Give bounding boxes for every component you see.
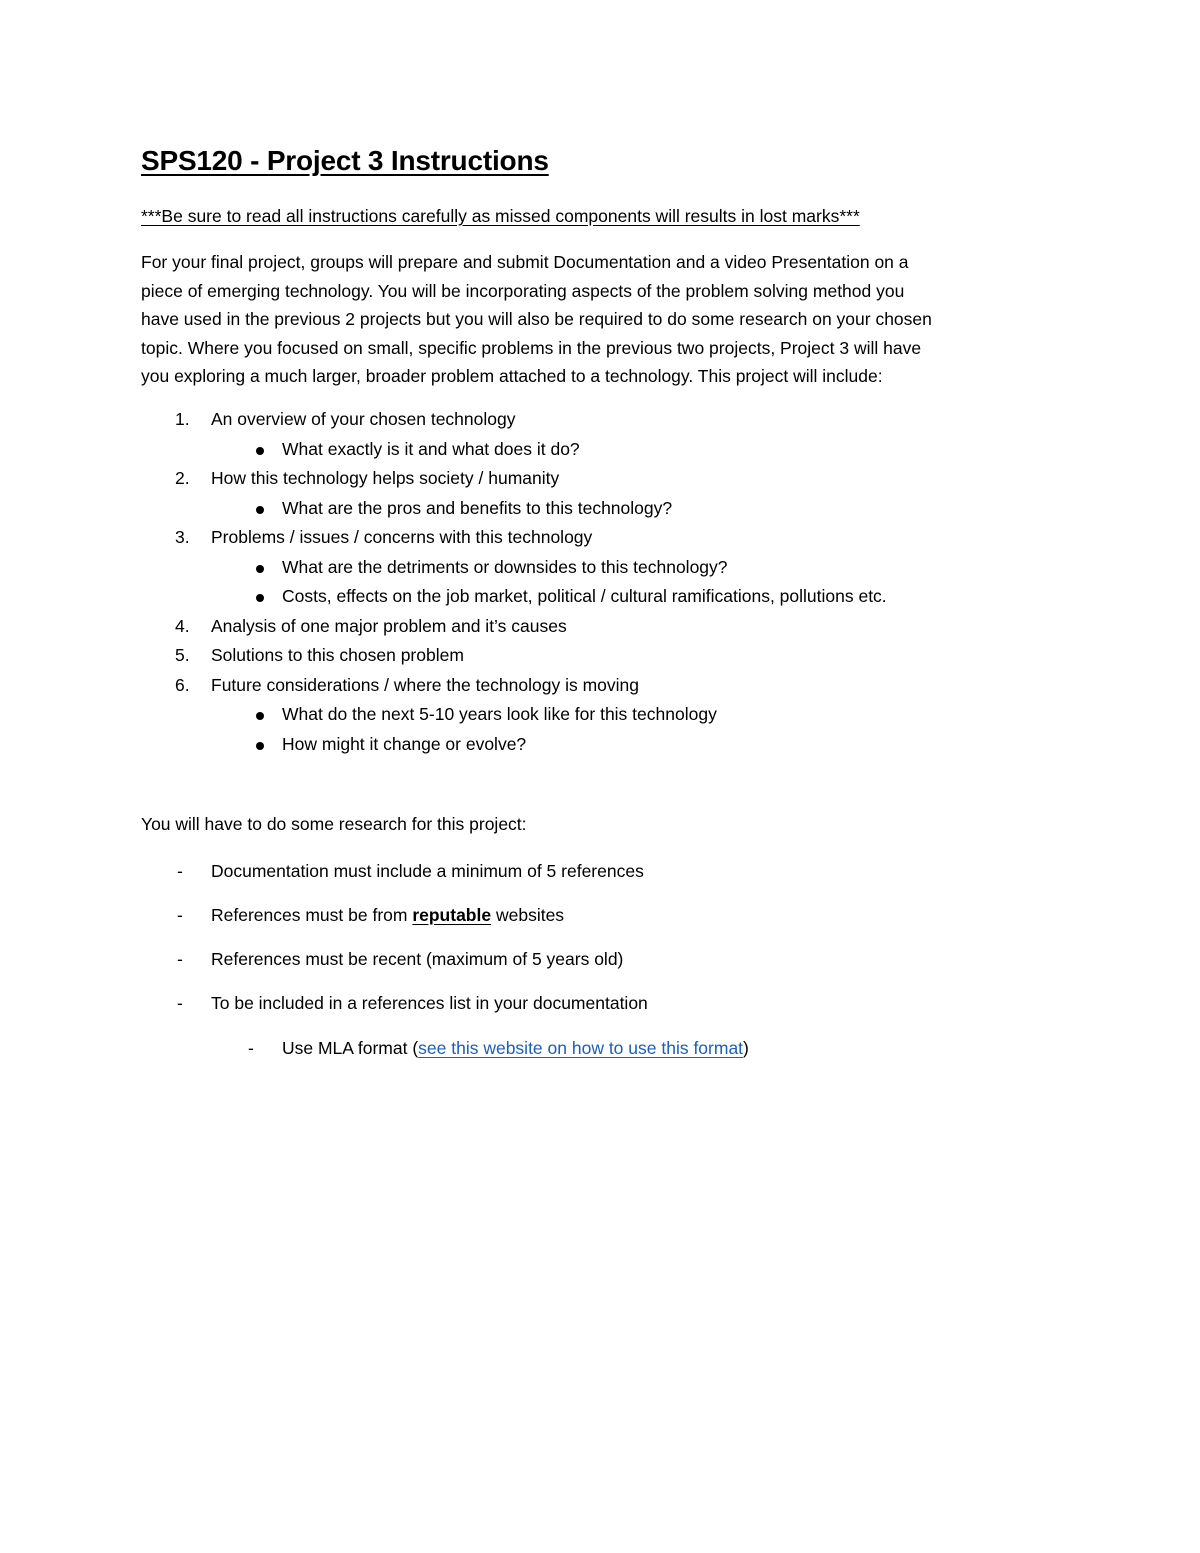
bullet-icon [256, 447, 264, 455]
component-number: 4. [175, 615, 190, 636]
intro-line: For your final project, groups will prepare and submit Documentation and a video Presentation on a [141, 252, 909, 272]
component-number: 5. [175, 645, 190, 665]
bullet-icon [256, 742, 264, 750]
subpoint-text: What do the next 5-10 years look like for this technology [282, 704, 717, 724]
page-title: SPS120 - Project 3 Instructions [141, 145, 549, 176]
component-text: Solutions to this chosen problem [211, 645, 464, 665]
research-intro: You will have to do some research for this project: [141, 814, 527, 834]
reputable-emphasis: reputable [412, 905, 492, 925]
dash-marker: - [177, 861, 183, 881]
requirement-text [211, 903, 564, 927]
dash-marker: - [248, 1038, 254, 1058]
component-text: Analysis of one major problem and it’s causes [211, 615, 567, 636]
bullet-icon [256, 712, 264, 720]
intro-line: you exploring a much larger, broader problem attached to a technology. This project will include: [141, 366, 883, 386]
dash-marker: - [177, 949, 183, 969]
component-text: Future considerations / where the technology is moving [211, 674, 640, 695]
mla-guide-link[interactable]: see this website on how to use this format [418, 1038, 744, 1058]
subpoint-text: What are the detriments or downsides to this technology? [282, 556, 728, 577]
mla-text-part: ) [743, 1038, 749, 1058]
requirement-text-part: websites [491, 905, 565, 925]
dash-marker: - [177, 905, 183, 925]
intro-line: topic. Where you focused on small, specific problems in the previous two projects, Project 3 will have [141, 337, 922, 358]
bullet-icon [256, 594, 264, 602]
intro-paragraph [141, 248, 1061, 391]
component-number: 1. [175, 409, 190, 429]
intro-line: piece of emerging technology. You will be incorporating aspects of the problem solving method you [141, 280, 905, 301]
warning-note: ***Be sure to read all instructions carefully as missed components will results in lost marks*** [141, 206, 860, 226]
subpoint-text: Costs, effects on the job market, political / cultural ramifications, pollutions etc. [282, 586, 887, 606]
component-number: 2. [175, 468, 190, 488]
bullet-icon [256, 506, 264, 514]
mla-format-text [282, 1036, 749, 1060]
component-text: How this technology helps society / humanity [211, 468, 560, 488]
requirement-text: To be included in a references list in your documentation [211, 993, 648, 1013]
component-text: An overview of your chosen technology [211, 409, 516, 429]
subpoint-text: What are the pros and benefits to this technology? [282, 497, 673, 518]
dash-marker: - [177, 993, 183, 1013]
component-number: 6. [175, 674, 190, 695]
requirement-text: Documentation must include a minimum of 5 references [211, 861, 644, 881]
subpoint-text: How might it change or evolve? [282, 733, 527, 754]
component-number: 3. [175, 527, 190, 547]
subpoint-text: What exactly is it and what does it do? [282, 438, 580, 459]
intro-line: have used in the previous 2 projects but you will also be required to do some research on your chosen [141, 309, 932, 329]
component-text: Problems / issues / concerns with this technology [211, 527, 593, 547]
requirement-text: References must be recent (maximum of 5 years old) [211, 949, 624, 969]
bullet-icon [256, 565, 264, 573]
mla-text-part: Use MLA format ( [282, 1038, 419, 1058]
requirement-text-part: References must be from [211, 905, 413, 925]
